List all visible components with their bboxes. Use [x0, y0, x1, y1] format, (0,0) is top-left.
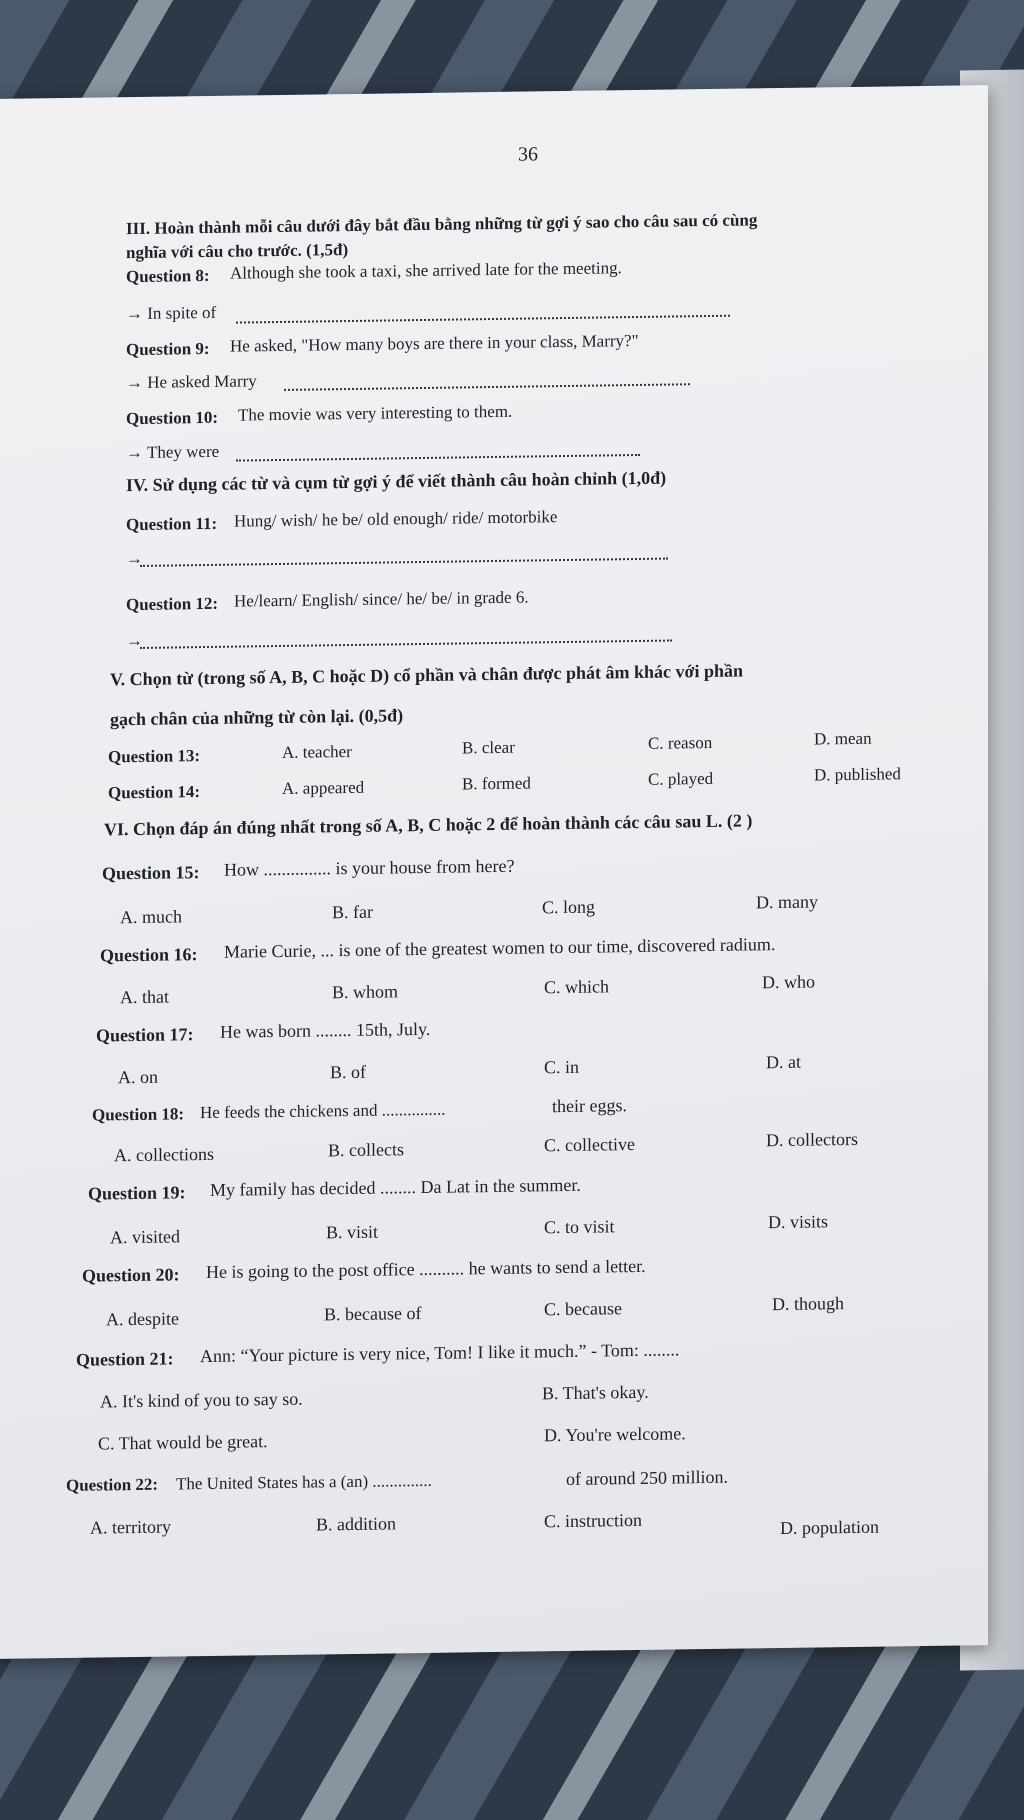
q19-label: Question 19:	[88, 1182, 186, 1204]
q21-text: Ann: “Your picture is very nice, Tom! I like it much.” - Tom: ........	[200, 1339, 680, 1367]
q17-label: Question 17:	[96, 1024, 194, 1046]
q22-option-d[interactable]: D. population	[780, 1516, 879, 1539]
q14-option-b[interactable]: B. formed	[462, 773, 531, 794]
section3-heading-line2: nghĩa với câu cho trước. (1,5đ)	[126, 240, 349, 263]
worksheet-content	[0, 85, 988, 1659]
q18-option-d[interactable]: D. collectors	[766, 1128, 858, 1151]
q22-label: Question 22:	[66, 1474, 159, 1495]
q12-text: He/learn/ English/ since/ he/ be/ in grade 6.	[234, 587, 529, 611]
q18-text: He feeds the chickens and ...............	[200, 1099, 446, 1123]
q18-text-end: their eggs.	[552, 1095, 627, 1117]
q16-option-a[interactable]: A. that	[120, 986, 169, 1008]
q13-option-c[interactable]: C. reason	[648, 732, 713, 753]
q19-option-d[interactable]: D. visits	[768, 1211, 829, 1233]
q19-option-c[interactable]: C. to visit	[544, 1216, 615, 1238]
section5-heading-line2: gạch chân của những từ còn lại. (0,5đ)	[110, 705, 404, 730]
q15-label: Question 15:	[102, 862, 200, 884]
q12-prompt: →	[126, 630, 143, 651]
q19-option-b[interactable]: B. visit	[326, 1221, 379, 1243]
q17-text: He was born ........ 15th, July.	[220, 1018, 431, 1042]
q21-label: Question 21:	[76, 1348, 174, 1370]
q9-answer-line[interactable]	[284, 383, 690, 391]
q18-label: Question 18:	[92, 1104, 185, 1125]
q20-option-a[interactable]: A. despite	[106, 1308, 179, 1330]
q16-label: Question 16:	[100, 944, 198, 966]
q12-answer-line[interactable]	[140, 640, 672, 649]
section4-heading: IV. Sử dụng các từ và cụm từ gợi ý để viết thành câu hoàn chỉnh (1,0đ)	[126, 467, 667, 496]
q16-option-b[interactable]: B. whom	[332, 981, 399, 1003]
q18-option-b[interactable]: B. collects	[328, 1139, 404, 1161]
q18-option-c[interactable]: C. collective	[544, 1134, 635, 1156]
q15-option-c[interactable]: C. long	[542, 896, 596, 918]
q10-label: Question 10:	[126, 407, 219, 429]
q22-option-b[interactable]: B. addition	[316, 1513, 396, 1535]
q20-option-c[interactable]: C. because	[544, 1298, 622, 1320]
q9-prompt: → He asked Marry	[126, 371, 257, 393]
q14-option-c[interactable]: C. played	[648, 768, 714, 789]
q19-option-a[interactable]: A. visited	[110, 1226, 180, 1248]
section6-heading: VI. Chọn đáp án đúng nhất trong số A, B, C hoặc 2 để hoàn thành các câu sau L. (2 )	[104, 810, 753, 840]
q16-option-c[interactable]: C. which	[544, 976, 609, 998]
q8-prompt: → In spite of	[126, 302, 217, 324]
q22-text: The United States has a (an) ..............	[176, 1470, 432, 1494]
q16-text: Marie Curie, ... is one of the greatest women to our time, discovered radium.	[224, 934, 776, 962]
q12-label: Question 12:	[126, 593, 219, 615]
q21-option-d[interactable]: D. You're welcome.	[544, 1423, 686, 1446]
q10-prompt: → They were	[126, 441, 220, 463]
q22-text-end: of around 250 million.	[566, 1466, 728, 1489]
q22-option-c[interactable]: C. instruction	[544, 1509, 642, 1532]
q10-answer-line[interactable]	[236, 454, 640, 462]
q9-text: He asked, "How many boys are there in your class, Marry?"	[230, 330, 639, 356]
q15-option-a[interactable]: A. much	[120, 906, 182, 928]
q10-text: The movie was very interesting to them.	[238, 401, 513, 425]
q11-text: Hung/ wish/ he be/ old enough/ ride/ motorbike	[234, 507, 558, 531]
q11-answer-line[interactable]	[140, 558, 668, 567]
q15-option-b[interactable]: B. far	[332, 901, 373, 923]
page-number: 36	[518, 143, 538, 166]
q13-option-a[interactable]: A. teacher	[282, 741, 352, 762]
q21-option-c[interactable]: C. That would be great.	[98, 1431, 268, 1454]
section5-heading-line1: V. Chọn từ (trong số A, B, C hoặc D) cổ phần và chân được phát âm khác với phần	[110, 660, 743, 690]
q17-option-c[interactable]: C. in	[544, 1056, 580, 1078]
q15-text: How ............... is your house from here?	[224, 855, 515, 880]
q20-option-d[interactable]: D. though	[772, 1293, 844, 1315]
q19-text: My family has decided ........ Da Lat in the summer.	[210, 1174, 581, 1200]
q21-option-b[interactable]: B. That's okay.	[542, 1381, 649, 1404]
q13-option-d[interactable]: D. mean	[814, 728, 872, 749]
q11-prompt: →	[126, 548, 143, 569]
q15-option-d[interactable]: D. many	[756, 891, 818, 913]
section3-heading-line1: III. Hoàn thành mỗi câu dưới đây bắt đầu bằng những từ gợi ý sao cho câu sau có cùng	[126, 210, 758, 239]
q13-label: Question 13:	[108, 746, 201, 767]
q21-option-a[interactable]: A. It's kind of you to say so.	[100, 1388, 303, 1412]
q22-option-a[interactable]: A. territory	[90, 1516, 171, 1538]
q14-option-d[interactable]: D. published	[814, 764, 901, 785]
q13-option-b[interactable]: B. clear	[462, 737, 515, 758]
q17-option-a[interactable]: A. on	[118, 1066, 158, 1088]
q18-option-a[interactable]: A. collections	[114, 1143, 214, 1166]
q17-option-b[interactable]: B. of	[330, 1061, 366, 1083]
q14-label: Question 14:	[108, 782, 201, 803]
q11-label: Question 11:	[126, 513, 218, 535]
q20-option-b[interactable]: B. because of	[324, 1303, 422, 1325]
q17-option-d[interactable]: D. at	[766, 1051, 801, 1073]
q20-label: Question 20:	[82, 1264, 180, 1286]
q20-text: He is going to the post office .......... he wants to send a letter.	[206, 1255, 646, 1283]
q8-text: Although she took a taxi, she arrived late for the meeting.	[230, 258, 622, 283]
q8-label: Question 8:	[126, 265, 210, 287]
q8-answer-line[interactable]	[236, 315, 730, 324]
q16-option-d[interactable]: D. who	[762, 971, 815, 993]
q9-label: Question 9:	[126, 338, 210, 360]
q14-option-a[interactable]: A. appeared	[282, 777, 365, 798]
